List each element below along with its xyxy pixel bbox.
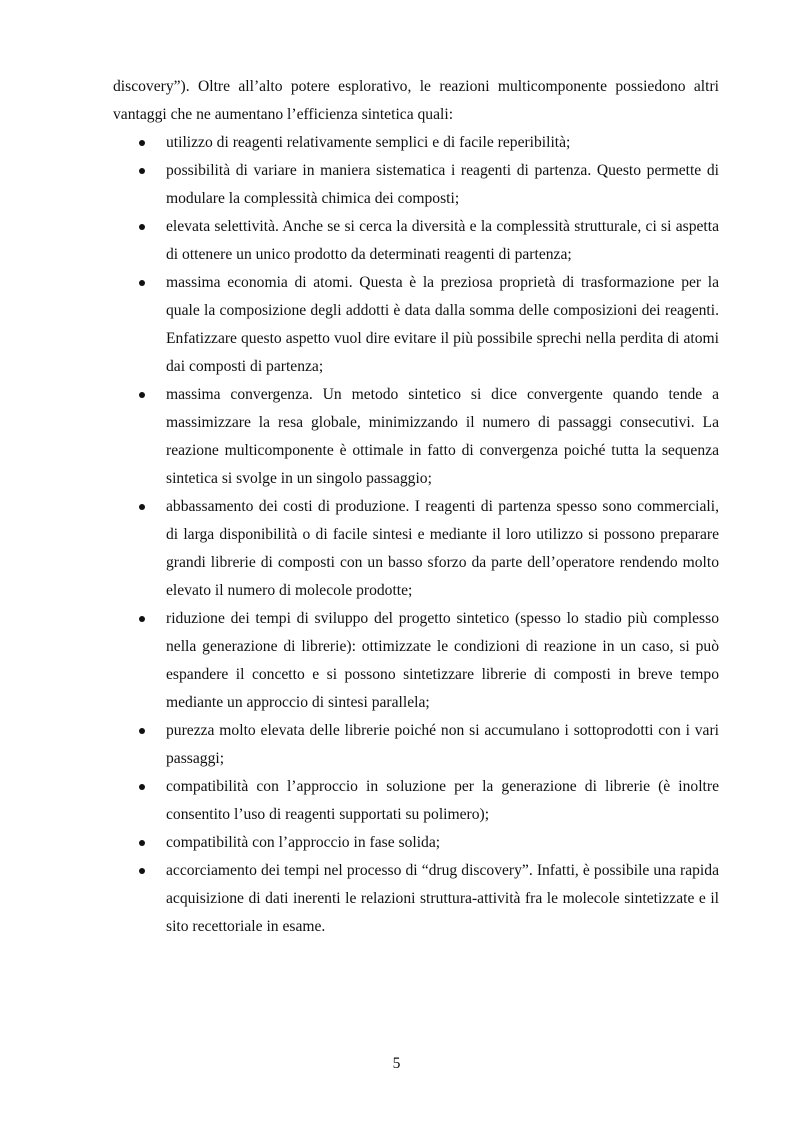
intro-paragraph: discovery”). Oltre all’alto potere esplorativo, le reazioni multicomponente possiedono altri vantaggi che ne aumentano l’efficienza sintetica quali: [113, 78, 719, 123]
bullet-icon [139, 616, 145, 622]
bullet-icon [139, 868, 145, 874]
list-item [113, 381, 719, 493]
bullet-icon [139, 728, 145, 734]
list-item-text: utilizzo di reagenti relativamente semplici e di facile reperibilità; [166, 134, 571, 151]
list-item-text: compatibilità con l’approccio in soluzione per la generazione di librerie (è inoltre consentito l’uso di reagenti supportati su polimero); [166, 778, 719, 823]
advantages-list [113, 129, 719, 941]
list-item [113, 213, 719, 269]
bullet-icon [139, 784, 145, 790]
list-item-text: massima convergenza. Un metodo sintetico si dice convergente quando tende a massimizzare la resa globale, minimizzando il numero di passaggi consecutivi. La reazione multicomponente è ottimale in fatto di convergenza poiché tutta la sequenza sintetica si svolge in un singolo passaggio; [166, 386, 719, 487]
page-number: 5 [392, 1055, 401, 1072]
list-item-text: abbassamento dei costi di produzione. I reagenti di partenza spesso sono commerciali, di larga disponibilità o di facile sintesi e mediante il loro utilizzo si possono preparare grandi librerie di composti con un basso sforzo da parte dell’operatore rendendo molto elevato il numero di molecole prodotte; [166, 498, 719, 599]
list-item-text: compatibilità con l’approccio in fase solida; [166, 834, 441, 851]
bullet-icon [139, 840, 145, 846]
list-item [113, 269, 719, 381]
bullet-icon [139, 140, 145, 146]
list-item [113, 857, 719, 941]
list-item-text: riduzione dei tempi di sviluppo del progetto sintetico (spesso lo stadio più complesso nella generazione di librerie): ottimizzate le condizioni di reazione in un caso, si può espandere il concetto e si possono sintetizzare librerie di composti in breve tempo mediante un approccio di sintesi parallela; [166, 610, 719, 711]
bullet-icon [139, 504, 145, 510]
body-text [113, 73, 719, 941]
bullet-icon [139, 392, 145, 398]
list-item-text: possibilità di variare in maniera sistematica i reagenti di partenza. Questo permette di modulare la complessità chimica dei composti; [166, 162, 719, 207]
list-item [113, 717, 719, 773]
bullet-icon [139, 224, 145, 230]
list-item [113, 129, 719, 157]
list-item-text: accorciamento dei tempi nel processo di “drug discovery”. Infatti, è possibile una rapida acquisizione di dati inerenti le relazioni struttura-attività fra le molecole sintetizzate e il sito recettoriale in esame. [166, 862, 719, 935]
list-item [113, 829, 719, 857]
list-item-text: massima economia di atomi. Questa è la preziosa proprietà di trasformazione per la quale la composizione degli addotti è data dalla somma delle composizioni dei reagenti. Enfatizzare questo aspetto vuol dire evitare il più possibile sprechi nella perdita di atomi dai composti di partenza; [166, 274, 719, 375]
list-item [113, 773, 719, 829]
list-item [113, 605, 719, 717]
bullet-icon [139, 168, 145, 174]
bullet-icon [139, 280, 145, 286]
list-item-text: elevata selettività. Anche se si cerca la diversità e la complessità strutturale, ci si aspetta di ottenere un unico prodotto da determinati reagenti di partenza; [166, 218, 719, 263]
list-item [113, 493, 719, 605]
list-item-text: purezza molto elevata delle librerie poiché non si accumulano i sottoprodotti con i vari passaggi; [166, 722, 719, 767]
list-item [113, 157, 719, 213]
